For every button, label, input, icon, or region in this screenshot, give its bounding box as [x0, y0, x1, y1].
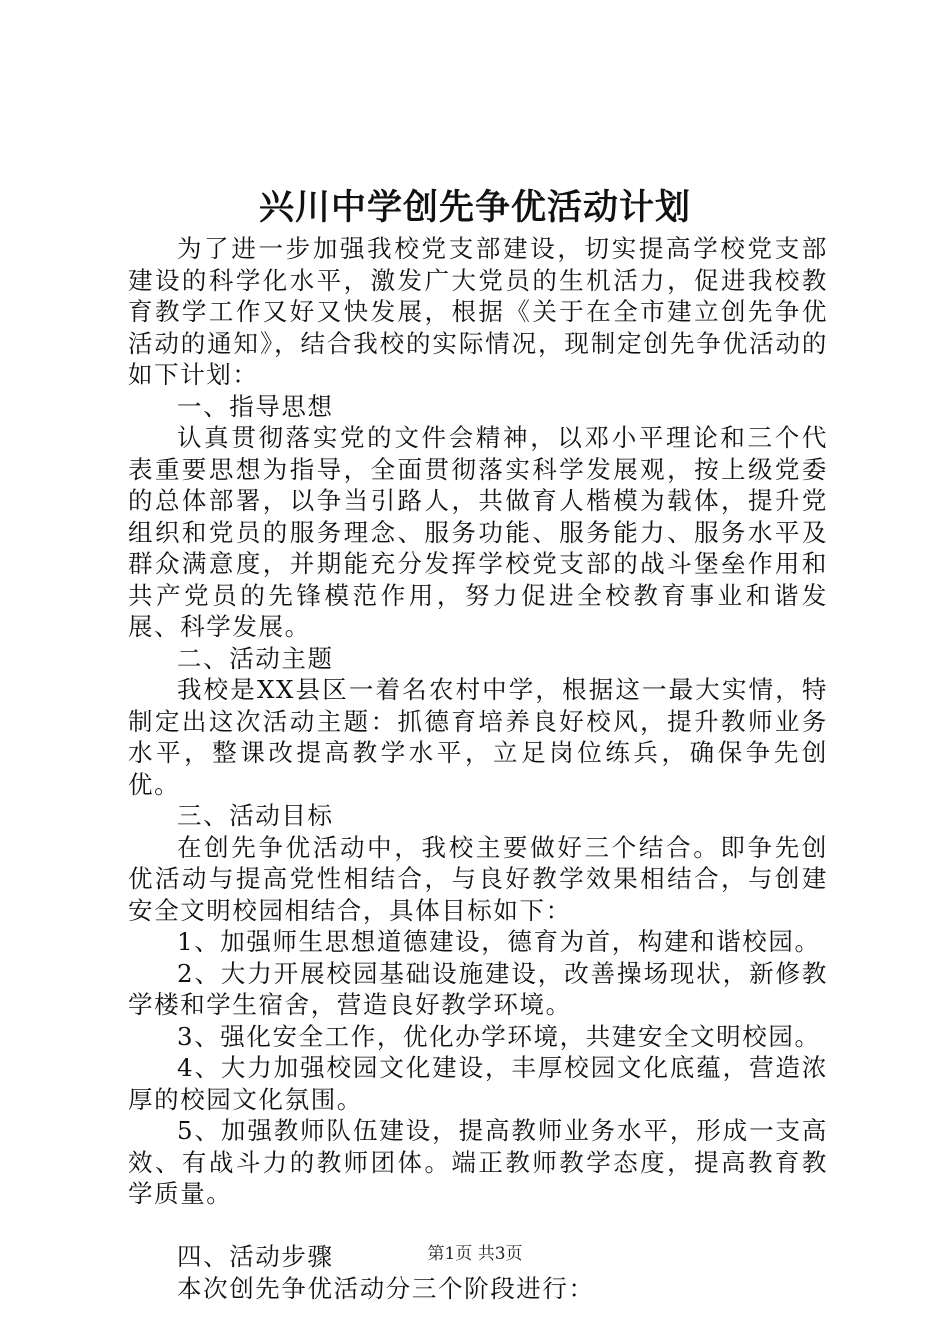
goal-item-5: 5、加强教师队伍建设，提高教师业务水平，形成一支高效、有战斗力的教师团体。端正教师教学态度，提高教育教学质量。 — [128, 1116, 828, 1208]
guiding-ideology-paragraph: 认真贯彻落实党的文件会精神，以邓小平理论和三个代表重要思想为指导，全面贯彻落实科学发展观，按上级党委的总体部署，以争当引路人，共做育人楷模为载体，提升党组织和党员的服务理念、服务功能、服务能力、服务水平及群众满意度，并期能充分发挥学校党支部的战斗堡垒作用和共产党员的先锋模范作用，努力促进全校教育事业和谐发展、科学发展。 — [128, 423, 828, 641]
section-heading-activity-steps: 四、活动步骤 — [177, 1242, 334, 1271]
section-heading-activity-goals: 三、活动目标 — [177, 801, 334, 830]
activity-theme-paragraph: 我校是XX县区一着名农村中学，根据这一最大实情，特制定出这次活动主题：抓德育培养良好校风，提升教师业务水平，整课改提高教学水平，立足岗位练兵，确保争先创优。 — [128, 675, 828, 799]
section-heading-guiding-ideology: 一、指导思想 — [177, 391, 334, 421]
activity-steps-paragraph: 本次创先争优活动分三个阶段进行： — [177, 1273, 595, 1303]
document-title: 兴川中学创先争优活动计划 — [258, 187, 691, 228]
intro-paragraph: 为了进一步加强我校党支部建设，切实提高学校党支部建设的科学化水平，激发广大党员的生机活力，促进我校教育教学工作又好又快发展，根据《关于在全市建立创先争优活动的通知》，结合我校的实际情况，现制定创先争优活动的如下计划： — [128, 234, 828, 389]
section-heading-activity-theme: 二、活动主题 — [177, 643, 334, 673]
goal-item-4: 4、大力加强校园文化建设，丰厚校园文化底蕴，营造浓厚的校园文化氛围。 — [128, 1053, 828, 1114]
goal-item-3: 3、强化安全工作，优化办学环境，共建安全文明校园。 — [177, 1021, 821, 1051]
activity-goals-paragraph: 在创先争优活动中，我校主要做好三个结合。即争先创优活动与提高党性相结合，与良好教学效果相结合，与创建安全文明校园相结合，具体目标如下： — [128, 832, 828, 925]
document-body — [128, 233, 828, 1304]
goal-item-2: 2、大力开展校园基础设施建设，改善操场现状，新修教学楼和学生宿舍，营造良好教学环境。 — [128, 958, 828, 1019]
page-footer: 第1页 共3页 — [427, 1244, 523, 1264]
goal-item-1: 1、加强师生思想道德建设，德育为首，构建和谐校园。 — [177, 927, 821, 956]
blank-line — [128, 1210, 828, 1242]
